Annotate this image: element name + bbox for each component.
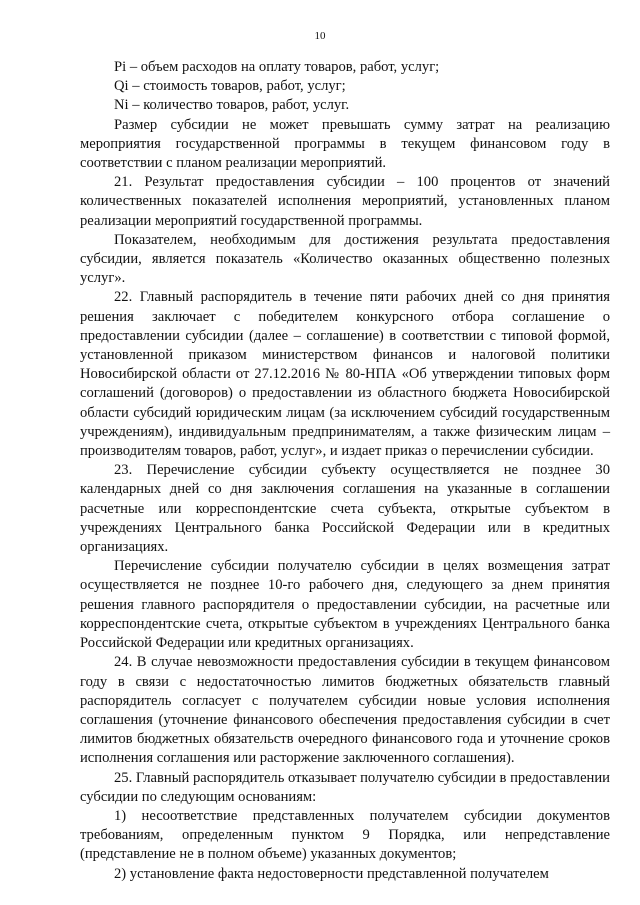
paragraph: Pi – объем расходов на оплату товаров, работ, услуг;	[114, 59, 440, 75]
document-body	[80, 58, 610, 884]
paragraph: 21. Результат предоставления субсидии – 100 процентов от значений количественных показателей исполнения мероприятий, установленных планом реализации мероприятий государственной программы.	[80, 174, 610, 229]
paragraph: Показателем, необходимым для достижения результата предоставления субсидии, является показатель «Количество оказанных общественно полезных услуг».	[80, 231, 610, 287]
paragraph: Размер субсидии не может превышать сумму затрат на реализацию мероприятия государственной программы в текущем финансовом году в соответствии с планом реализации мероприятий.	[80, 116, 610, 172]
paragraph: 1) несоответствие представленных получателем субсидии документов требованиям, определенным пунктом 9 Порядка, или непредставление (представление не в полном объеме) указанных документов;	[80, 807, 610, 863]
paragraph: 23. Перечисление субсидии субъекту осуществляется не позднее 30 календарных дней со дня заключения соглашения на указанные в соглашении расчетные или корреспондентские счета субъекта, открытые субъектом в учреждениях Центрального банка Российской Федерации или в кредитных организациях.	[80, 462, 610, 556]
paragraph: Ni – количество товаров, работ, услуг.	[114, 97, 350, 114]
paragraph: Qi – стоимость товаров, работ, услуг;	[114, 78, 346, 95]
paragraph: 25. Главный распорядитель отказывает получателю субсидии в предоставлении субсидии по следующим основаниям:	[80, 769, 610, 805]
paragraph: Перечисление субсидии получателю субсидии в целях возмещения затрат осуществляется не позднее 10-го рабочего дня, следующего за днем принятия решения главного распорядителя о предоставлении субсидии, на расчетные или корреспондентские счета, открытые субъектом в учреждениях Центрального банка Российской Федерации или кредитных организациях.	[80, 558, 610, 652]
paragraph: 24. В случае невозможности предоставления субсидии в текущем финансовом году в связи с недостаточностью лимитов бюджетных обязательств главный распорядитель согласует с получателем субсидии новые условия исполнения соглашения (уточнение финансового обеспечения предоставления субсидии в счет лимитов бюджетных обязательств очередного финансового года и уточнение сроков исполнения соглашения или расторжение заключенного соглашения).	[80, 654, 610, 767]
page-number: 10	[314, 30, 326, 42]
paragraph: 2) установление факта недостоверности представленной получателем	[114, 865, 549, 882]
paragraph: 22. Главный распорядитель в течение пяти рабочих дней со дня принятия решения заключает с победителем конкурсного отбора соглашение о предоставлении субсидии (далее – соглашение) в соответствии с типовой формой, установленной приказом министерством финансов и налоговой политики Новосибирской области от 27.12.2016 № 80-НПА «Об утверждении типовых форм соглашений (договоров) о предоставлении из областного бюджета Новосибирской области субсидий юридическим лицам (за исключением субсидий государственным учреждениям), индивидуальным предпринимателям, а также физическим лицам – производителям товаров, работ, услуг», и издает приказ о перечислении субсидии.	[80, 289, 610, 460]
